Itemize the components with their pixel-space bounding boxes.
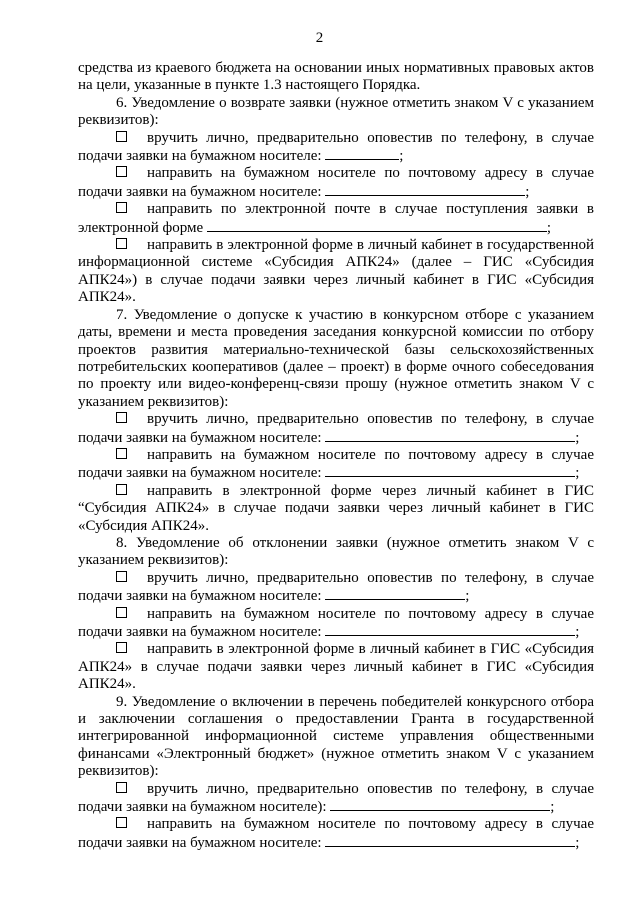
fill-in-line[interactable]: [325, 834, 575, 847]
option-item: [78, 447, 594, 483]
option-tail: ;: [465, 588, 470, 605]
fill-in-line[interactable]: [325, 429, 575, 442]
option-text: направить на бумажном носителе по почтовому адресу в случае подачи заявки на бумажном носителе:: [78, 605, 594, 640]
checkbox[interactable]: [116, 782, 127, 793]
fill-in-line[interactable]: [325, 147, 399, 160]
option-tail: ;: [575, 429, 580, 446]
checkbox[interactable]: [116, 607, 127, 618]
option-text: вручить лично, предварительно оповестив по телефону, в случае подачи заявки на бумажном носителе:: [78, 411, 594, 446]
option-tail: ;: [525, 183, 530, 200]
option-text: вручить лично, предварительно оповестив по телефону, в случае подачи заявки на бумажном носителе:: [78, 569, 594, 605]
fill-in-line[interactable]: [325, 623, 575, 636]
option-item: [78, 570, 594, 606]
section-heading-text: 7. Уведомление о допуске к участию в конкурсном отборе с указанием даты, времени и места проведения заседания конкурсной комиссии по отбору проектов развития материально-технической базы сельскохозяйственных потребительских кооперативов (далее – проект) в форме очного собеседования по проекту или видео-конференц-связи прошу (нужное отметить знаком V с указанием реквизитов):: [78, 306, 594, 410]
checkbox[interactable]: [116, 571, 127, 582]
fill-in-line[interactable]: [207, 219, 547, 232]
section-heading-text: 8. Уведомление об отклонении заявки (нужное отметить знаком V с указанием реквизитов):: [78, 534, 594, 569]
option-text: направить на бумажном носителе по почтовому адресу в случае подачи заявки на бумажном носителе:: [78, 165, 594, 200]
checkbox[interactable]: [116, 412, 127, 423]
option-item: [78, 641, 594, 693]
option-tail: ;: [575, 624, 580, 640]
fill-in-line[interactable]: [325, 464, 575, 477]
checkbox[interactable]: [116, 448, 127, 459]
option-text: направить в электронной форме в личный кабинет в государственной информационной системе «Субсидия АПК24» (далее – ГИС «Субсидия АПК24») в случае подачи заявки через личный кабинет в ГИС «Субсидия АПК24».: [78, 237, 594, 306]
section-heading: [78, 95, 594, 130]
fill-in-line[interactable]: [325, 183, 525, 196]
option-text: направить по электронной почте в случае поступления заявки в электронной форме: [78, 201, 594, 236]
option-tail: ;: [575, 834, 580, 851]
option-tail: ;: [575, 465, 580, 482]
paragraph-text: средства из краевого бюджета на основании иных нормативных правовых актов на цели, указанные в пункте 1.3 настоящего Порядка.: [78, 60, 594, 94]
checkbox[interactable]: [116, 484, 127, 495]
option-tail: ;: [399, 148, 404, 165]
option-tail: ;: [550, 799, 555, 816]
option-text: направить в электронной форме через личный кабинет в ГИС “Субсидия АПК24» в случае подачи заявки через личный кабинет в ГИС «Субсидия АПК24».: [78, 482, 594, 534]
section-heading: [78, 307, 594, 411]
option-item: [78, 781, 594, 817]
option-item: [78, 606, 594, 642]
option-text: вручить лично, предварительно оповестив по телефону, в случае подачи заявки на бумажном носителе):: [78, 780, 594, 816]
checkbox[interactable]: [116, 166, 127, 177]
option-text: вручить лично, предварительно оповестив по телефону, в случае подачи заявки на бумажном носителе:: [78, 129, 594, 165]
option-item: [78, 411, 594, 447]
checkbox[interactable]: [116, 131, 127, 142]
option-tail: ;: [546, 219, 552, 236]
checkbox[interactable]: [116, 642, 127, 653]
option-item: [78, 201, 594, 237]
option-item: [78, 165, 594, 201]
option-item: [78, 237, 594, 307]
page-number: 2: [315, 30, 324, 46]
fill-in-line[interactable]: [330, 798, 550, 811]
option-item: [78, 483, 594, 535]
section-heading: [78, 694, 594, 781]
option-text: направить на бумажном носителе по почтовому адресу в случае подачи заявки на бумажном носителе:: [78, 446, 594, 482]
option-text: направить на бумажном носителе по почтовому адресу в случае подачи заявки на бумажном носителе:: [78, 816, 594, 851]
fill-in-line[interactable]: [325, 587, 465, 600]
section-heading-text: 6. Уведомление о возврате заявки (нужное отметить знаком V с указанием реквизитов):: [78, 94, 594, 129]
checkbox[interactable]: [116, 238, 127, 249]
option-item: [78, 816, 594, 852]
paragraph: [78, 60, 594, 95]
checkbox[interactable]: [116, 202, 127, 213]
section-heading: [78, 535, 594, 570]
option-text: направить в электронной форме в личный кабинет в ГИС «Субсидия АПК24» в случае подачи заявки через личный кабинет в ГИС «Субсидия АПК24».: [78, 641, 594, 693]
checkbox[interactable]: [116, 817, 127, 828]
document-body: [78, 60, 594, 852]
section-heading-text: 9. Уведомление о включении в перечень победителей конкурсного отбора и заключении соглашения о предоставлении Гранта в государственной интегрированной информационной системе управления общественными финансами «Электронный бюджет» (нужное отметить знаком V с указанием реквизитов):: [78, 693, 594, 780]
option-item: [78, 130, 594, 166]
